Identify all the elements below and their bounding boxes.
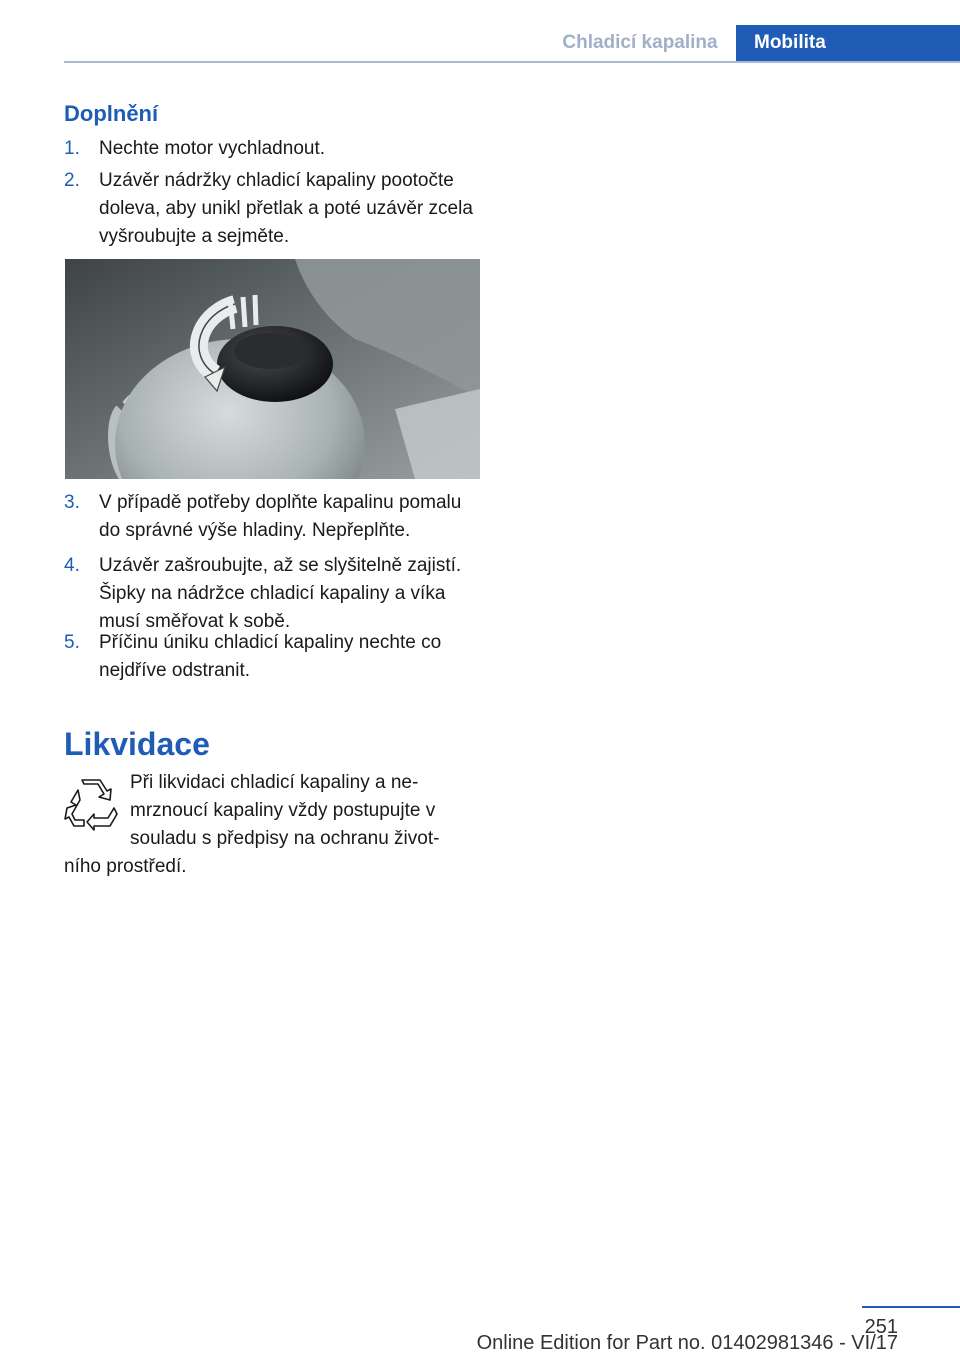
step-text: Uzávěr zašroubujte, až se slyšitelně zajistí. Šipky na nádržce chladicí kapaliny a víka musí směřovat k sobě. [99, 555, 462, 632]
list-item [64, 167, 484, 251]
step-text: V případě potřeby doplňte kapalinu pomalu do správné výše hladiny. Nepřeplňte. [99, 492, 462, 541]
header-chapter-tab: Mobilita [736, 25, 960, 61]
step-number: 5. [64, 632, 80, 653]
step-text: Příčinu úniku chladicí kapaliny nechte co nejdříve odstranit. [99, 632, 442, 681]
step-text: Nechte motor vychladnout. [99, 138, 326, 159]
header-section-tab: Chladicí kapalina [562, 32, 718, 53]
section-title-refill: Doplnění [64, 101, 159, 126]
section-title-disposal: Likvidace [64, 726, 210, 762]
list-item [64, 489, 484, 545]
footer-divider [862, 1306, 960, 1308]
list-item [64, 629, 484, 685]
page-number: 251 [864, 1316, 898, 1338]
step-text: Uzávěr nádržky chladicí kapaliny pootočte doleva, aby unikl přetlak a poté uzávěr zcela vyšroubujte a sejměte. [99, 170, 473, 247]
step-number: 1. [64, 138, 80, 159]
header-divider [64, 61, 960, 63]
step-number: 3. [64, 492, 80, 513]
list-item [64, 552, 484, 636]
coolant-cap-photo [65, 259, 480, 479]
disposal-paragraph [64, 769, 459, 881]
list-item [64, 135, 484, 163]
step-number: 2. [64, 170, 80, 191]
step-number: 4. [64, 555, 80, 576]
disposal-text: Při likvidaci chladicí kapaliny a ne‐mrznoucí kapaliny vždy postupujte v souladu s předpisy na ochranu život‐ního prostředí. [64, 772, 440, 877]
footer-edition: Online Edition for Part no. 01402981346 - VI/17 [476, 1332, 898, 1354]
